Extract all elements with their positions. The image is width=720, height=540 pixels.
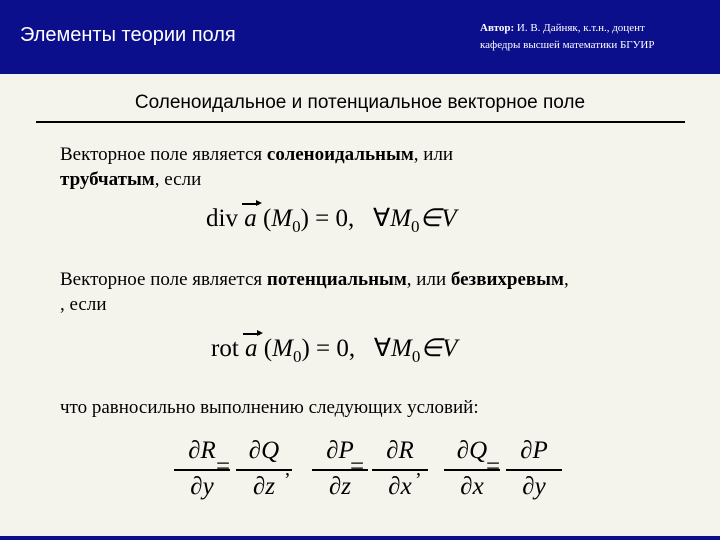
header-bar <box>0 0 720 74</box>
denominator: ∂y <box>522 472 546 500</box>
div-operator: div <box>206 205 238 232</box>
in-v: ∈V <box>419 205 457 232</box>
title-divider <box>36 121 685 123</box>
numerator: ∂R <box>386 437 414 464</box>
denominator: ∂z <box>328 472 352 500</box>
sub-zero: 0 <box>292 217 301 236</box>
p1-bold-b: трубчатым <box>60 169 155 190</box>
denominator: ∂x <box>388 472 412 500</box>
paragraph-solenoidal <box>60 142 680 192</box>
p1-text-b: , или <box>413 144 454 165</box>
author-affiliation: кафедры высшей математики БГУИР <box>480 39 655 51</box>
fraction <box>506 437 562 503</box>
p2-bold-a: потенциальным <box>266 269 407 290</box>
slide-title: Соленоидальное и потенциальное векторное поле <box>134 92 586 113</box>
denominator: ∂z <box>252 472 276 500</box>
author-text: И. В. Дайняк, к.т.н., доцент <box>516 22 645 34</box>
comma: , <box>416 458 421 480</box>
vector-a: a <box>244 205 257 232</box>
forall-symbol: ∀ <box>373 335 391 362</box>
rot-operator: rot <box>211 335 239 362</box>
forall-symbol: ∀ <box>373 205 391 232</box>
equals-sign: = <box>486 453 501 480</box>
point-m: M <box>390 205 411 232</box>
fraction <box>236 437 292 503</box>
formula-rotor: rot a $(M_0) = 0$, $\forall M_0\in V$ <box>211 335 458 366</box>
author-label: Автор: <box>480 22 515 34</box>
eq-zero: ) = 0, <box>300 205 355 232</box>
numerator: ∂P <box>520 437 548 464</box>
vector-a: a <box>245 335 258 362</box>
numerator: ∂Q <box>248 437 280 464</box>
p2-text-c: , если <box>60 294 107 315</box>
denominator: ∂x <box>460 472 484 500</box>
bottom-border <box>0 536 720 540</box>
comma: , <box>285 458 290 480</box>
paragraph-conditions: что равносильно выполнению следующих условий: <box>60 397 479 418</box>
p2-bold-b: безвихревым <box>450 269 564 290</box>
p2-text-b: , или <box>406 269 451 290</box>
formula-divergence: div a $(M_0) = 0$, $\forall M_0\in V$ <box>206 205 457 236</box>
denominator: ∂y <box>190 472 214 500</box>
numerator: ∂R <box>188 437 216 464</box>
sub-zero: 0 <box>292 347 302 366</box>
point-m: M <box>272 335 293 362</box>
p2-comma: , <box>563 269 569 290</box>
header-title: Элементы теории поля <box>20 24 236 46</box>
point-m: M <box>390 335 412 362</box>
equals-sign: = <box>216 453 231 480</box>
p1-bold-a: соленоидальным <box>266 144 414 165</box>
fraction-bar <box>506 469 562 471</box>
p1-text-a: Векторное поле является <box>60 144 267 165</box>
numerator: ∂Q <box>456 437 488 464</box>
in-v: ∈V <box>420 335 458 362</box>
sub-zero: 0 <box>410 217 420 236</box>
point-m: M <box>271 205 293 232</box>
paragraph-potential <box>60 267 680 317</box>
sub-zero: 0 <box>411 347 421 366</box>
p2-text-a: Векторное поле является <box>60 269 267 290</box>
numerator: ∂P <box>326 437 354 464</box>
fraction-bar <box>236 469 292 471</box>
p1-text-c: , если <box>154 169 202 190</box>
eq-zero: ) = 0, <box>301 335 356 362</box>
author-info <box>480 20 716 54</box>
equals-sign: = <box>350 453 365 480</box>
